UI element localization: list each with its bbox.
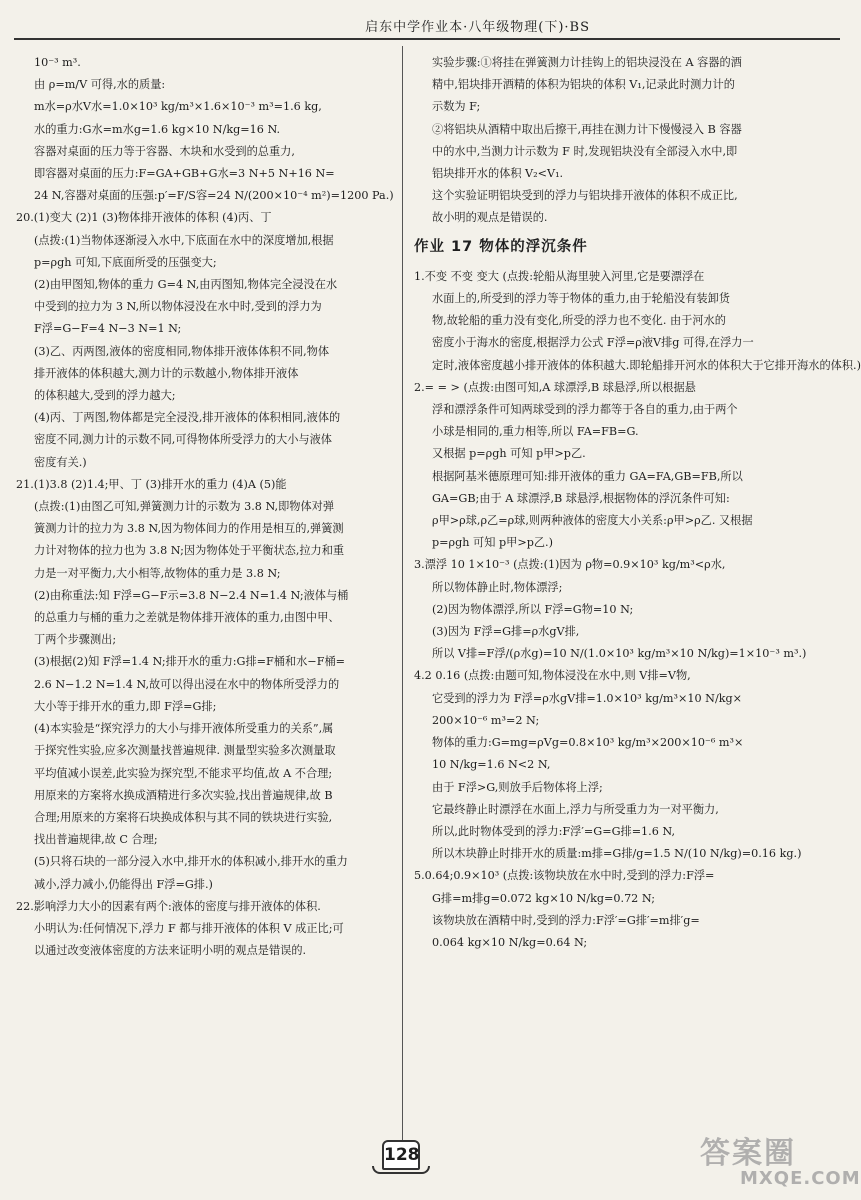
text-line: 铝块排开水的体积 V₂<V₁. [432, 167, 564, 181]
text-line: G排=m排g=0.072 kg×10 N/kg=0.72 N; [432, 891, 656, 905]
text-line: 水的重力:G水=m水g=1.6 kg×10 N/kg=16 N. [34, 122, 281, 136]
text-line: 于探究性实验,应多次测量找普遍规律. 测量型实验多次测量取 [34, 744, 336, 758]
text-line: 以通过改变液体密度的方法来证明小明的观点是错误的. [34, 944, 307, 958]
text-line: 簧测力计的拉力为 3.8 N,因为物体间力的作用是相互的,弹簧测 [34, 522, 344, 536]
text-line: m水=ρ水V水=1.0×10³ kg/m³×1.6×10⁻³ m³=1.6 kg, [34, 100, 322, 114]
text-line: 找出普遍规律,故 C 合理; [34, 833, 158, 847]
text-line: F浮=G−F=4 N−3 N=1 N; [34, 322, 182, 336]
text-line: (3)乙、丙两图,液体的密度相同,物体排开液体体积不同,物体 [34, 344, 330, 358]
text-line: 的总重力与桶的重力之差就是物体排开液体的重力,由图中甲、 [34, 611, 340, 625]
text-line: 中受到的拉力为 3 N,所以物体浸没在水中时,受到的浮力为 [34, 300, 322, 314]
text-line: 它受到的浮力为 F浮=ρ水gV排=1.0×10³ kg/m³×10 N/kg× [432, 691, 743, 705]
text-line: 大小等于排开水的重力,即 F浮=G排; [34, 699, 217, 713]
page-number: 128 [384, 1145, 420, 1165]
page-header [14, 10, 840, 40]
text-line: 容器对桌面的压力等于容器、木块和水受到的总重力, [34, 144, 295, 158]
text-line: (点拨:(1)由图乙可知,弹簧测力计的示数为 3.8 N,即物体对弹 [34, 500, 335, 514]
right-column [414, 52, 861, 954]
text-line: 21.(1)3.8 (2)1.4;甲、丁 (3)排开水的重力 (4)A (5)能 [16, 477, 287, 491]
text-line: (3)根据(2)知 F浮=1.4 N;排开水的重力:G排=F桶和水−F桶= [34, 655, 346, 669]
text-line: 小球是相同的,重力相等,所以 FA=FB=G. [432, 425, 639, 439]
text-line: 物体的重力:G=mg=ρVg=0.8×10³ kg/m³×200×10⁻⁶ m³× [432, 736, 744, 750]
text-line: 平均值减小误差,此实验为探究型,不能求平均值,故 A 不合理; [34, 766, 333, 780]
text-line: 2.= = > (点拨:由图可知,A 球漂浮,B 球悬浮,所以根据悬 [414, 380, 696, 394]
text-line: GA=GB;由于 A 球漂浮,B 球悬浮,根据物体的浮沉条件可知: [432, 491, 730, 505]
text-line: 10⁻³ m³. [34, 56, 81, 69]
text-line: 5.0.64;0.9×10³ (点拨:该物块放在水中时,受到的浮力:F浮= [414, 869, 715, 883]
text-line: 减小,浮力减小,仍能得出 F浮=G排.) [34, 877, 213, 891]
text-line: 该物块放在酒精中时,受到的浮力:F浮′=G排′=m排′g= [432, 913, 700, 927]
watermark-line1: 答案圈 [700, 1136, 796, 1171]
text-line: 它最终静止时漂浮在水面上,浮力与所受重力为一对平衡力, [432, 802, 719, 816]
text-line: 根据阿基米德原理可知:排开液体的重力 GA=FA,GB=FB,所以 [432, 469, 743, 483]
text-line: 力是一对平衡力,大小相等,故物体的重力是 3.8 N; [34, 566, 281, 580]
text-line: 所以物体静止时,物体漂浮; [432, 580, 563, 594]
text-line: (点拨:(1)当物体逐渐浸入水中,下底面在水中的深度增加,根据 [34, 233, 334, 247]
section-title: 作业 17 物体的浮沉条件 [414, 238, 588, 255]
left-column [16, 52, 396, 962]
text-line: 又根据 p=ρgh 可知 p甲>p乙. [432, 447, 586, 461]
text-line: 1.不变 不变 变大 (点拨:轮船从海里驶入河里,它是要漂浮在 [414, 269, 705, 283]
text-line: 的体积越大,受到的浮力越大; [34, 389, 176, 403]
text-line: (4)本实验是“探究浮力的大小与排开液体所受重力的关系”,属 [34, 722, 334, 736]
text-line: 由于 F浮>G,则放手后物体将上浮; [432, 780, 603, 794]
text-line: 丁两个步骤测出; [34, 633, 117, 647]
text-line: 所以,此时物体受到的浮力:F浮′=G=G排=1.6 N, [432, 824, 676, 838]
text-line: 24 N,容器对桌面的压强:p′=F/S容=24 N/(200×10⁻⁴ m²)=1200 Pa.) [34, 189, 394, 203]
text-line: ρ甲>ρ球,ρ乙=ρ球,则两种液体的密度大小关系:ρ甲>ρ乙. 又根据 [432, 514, 753, 528]
text-line: 中的水中,当测力计示数为 F 时,发现铝块没有全部浸入水中,即 [432, 144, 738, 158]
text-line: (2)由甲图知,物体的重力 G=4 N,由丙图知,物体完全浸没在水 [34, 278, 338, 292]
text-line: 定时,液体密度越小排开液体的体积越大.即轮船排开河水的体积大于它排开海水的体积.) [432, 358, 861, 372]
text-line: 2.6 N−1.2 N=1.4 N,故可以得出浸在水中的物体所受浮力的 [34, 677, 340, 691]
text-line: 密度小于海水的密度,根据浮力公式 F浮=ρ液V排g 可得,在浮力一 [432, 336, 754, 350]
watermark [700, 1128, 861, 1194]
text-line: 3.漂浮 10 1×10⁻³ (点拨:(1)因为 ρ物=0.9×10³ kg/m³<ρ水, [414, 558, 726, 572]
text-line: 小明认为:任何情况下,浮力 F 都与排开液体的体积 V 成正比;可 [34, 921, 344, 935]
text-line: 即容器对桌面的压力:F=GA+GB+G水=3 N+5 N+16 N= [34, 167, 335, 181]
text-line: 用原来的方案将水换成酒精进行多次实验,找出普遍规律,故 B [34, 788, 333, 802]
text-line: ②将铝块从酒精中取出后擦干,再挂在测力计下慢慢浸入 B 容器 [432, 122, 742, 136]
text-line: 密度不同,测力计的示数不同,可得物体所受浮力的大小与液体 [34, 433, 332, 447]
text-line: 示数为 F; [432, 100, 481, 114]
text-line: 20.(1)变大 (2)1 (3)物体排开液体的体积 (4)丙、丁 [16, 211, 272, 225]
text-line: (3)因为 F浮=G排=ρ水gV排, [432, 625, 580, 639]
text-line: 0.064 kg×10 N/kg=0.64 N; [432, 935, 588, 949]
text-line: 精中,铝块排开酒精的体积为铝块的体积 V₁,记录此时测力计的 [432, 78, 735, 92]
book-base [372, 1166, 430, 1174]
text-line: p=ρgh 可知,下底面所受的压强变大; [34, 255, 217, 269]
text-line: 4.2 0.16 (点拨:由题可知,物体浸没在水中,则 V排=V物, [414, 669, 691, 683]
text-line: 力计对物体的拉力也为 3.8 N;因为物体处于平衡状态,拉力和重 [34, 544, 345, 558]
watermark-line2: MXQE.COM [740, 1168, 861, 1189]
text-line: 排开液体的体积越大,测力计的示数越小,物体排开液体 [34, 366, 299, 380]
text-line: 物,故轮船的重力没有变化,所受的浮力也不变化. 由于河水的 [432, 314, 726, 328]
text-line: 所以 V排=F浮/(ρ水g)=10 N/(1.0×10³ kg/m³×10 N/kg)=1×10⁻³ m³.) [432, 647, 807, 661]
text-line: 水面上的,所受到的浮力等于物体的重力,由于轮船没有装卸货 [432, 292, 730, 306]
text-line: 合理;用原来的方案将石块换成体积与其不同的铁块进行实验, [34, 810, 333, 824]
text-line: 故小明的观点是错误的. [432, 211, 548, 225]
page-number-badge [364, 1138, 434, 1174]
text-line: 所以木块静止时排开水的质量:m排=G排/g=1.5 N/(10 N/kg)=0.16 kg.) [432, 847, 802, 861]
text-line: (4)丙、丁两图,物体都是完全浸没,排开液体的体积相同,液体的 [34, 411, 341, 425]
text-line: 由 ρ=m/V 可得,水的质量: [34, 78, 166, 92]
text-line: 这个实验证明铝块受到的浮力与铝块排开液体的体积不成正比, [432, 189, 738, 203]
text-line: (2)由称重法:知 F浮=G−F示=3.8 N−2.4 N=1.4 N;液体与桶 [34, 588, 349, 602]
text-line: p=ρgh 可知 p甲>p乙.) [432, 536, 553, 550]
text-line: 实验步骤:①将挂在弹簧测力计挂钩上的铝块浸没在 A 容器的酒 [432, 56, 742, 69]
text-line: 密度有关.) [34, 455, 87, 469]
text-line: 10 N/kg=1.6 N<2 N, [432, 758, 551, 772]
text-line: (5)只将石块的一部分浸入水中,排开水的体积减小,排开水的重力 [34, 855, 348, 869]
text-line: (2)因为物体漂浮,所以 F浮=G物=10 N; [432, 602, 634, 616]
text-line: 200×10⁻⁶ m³=2 N; [432, 713, 540, 727]
text-line: 22.影响浮力大小的因素有两个:液体的密度与排开液体的体积. [16, 899, 321, 913]
header-title: 启东中学作业本·八年级物理(下)·BS [365, 20, 590, 35]
text-line: 浮和漂浮条件可知两球受到的浮力都等于各自的重力,由于两个 [432, 403, 738, 417]
column-divider [402, 46, 403, 1156]
